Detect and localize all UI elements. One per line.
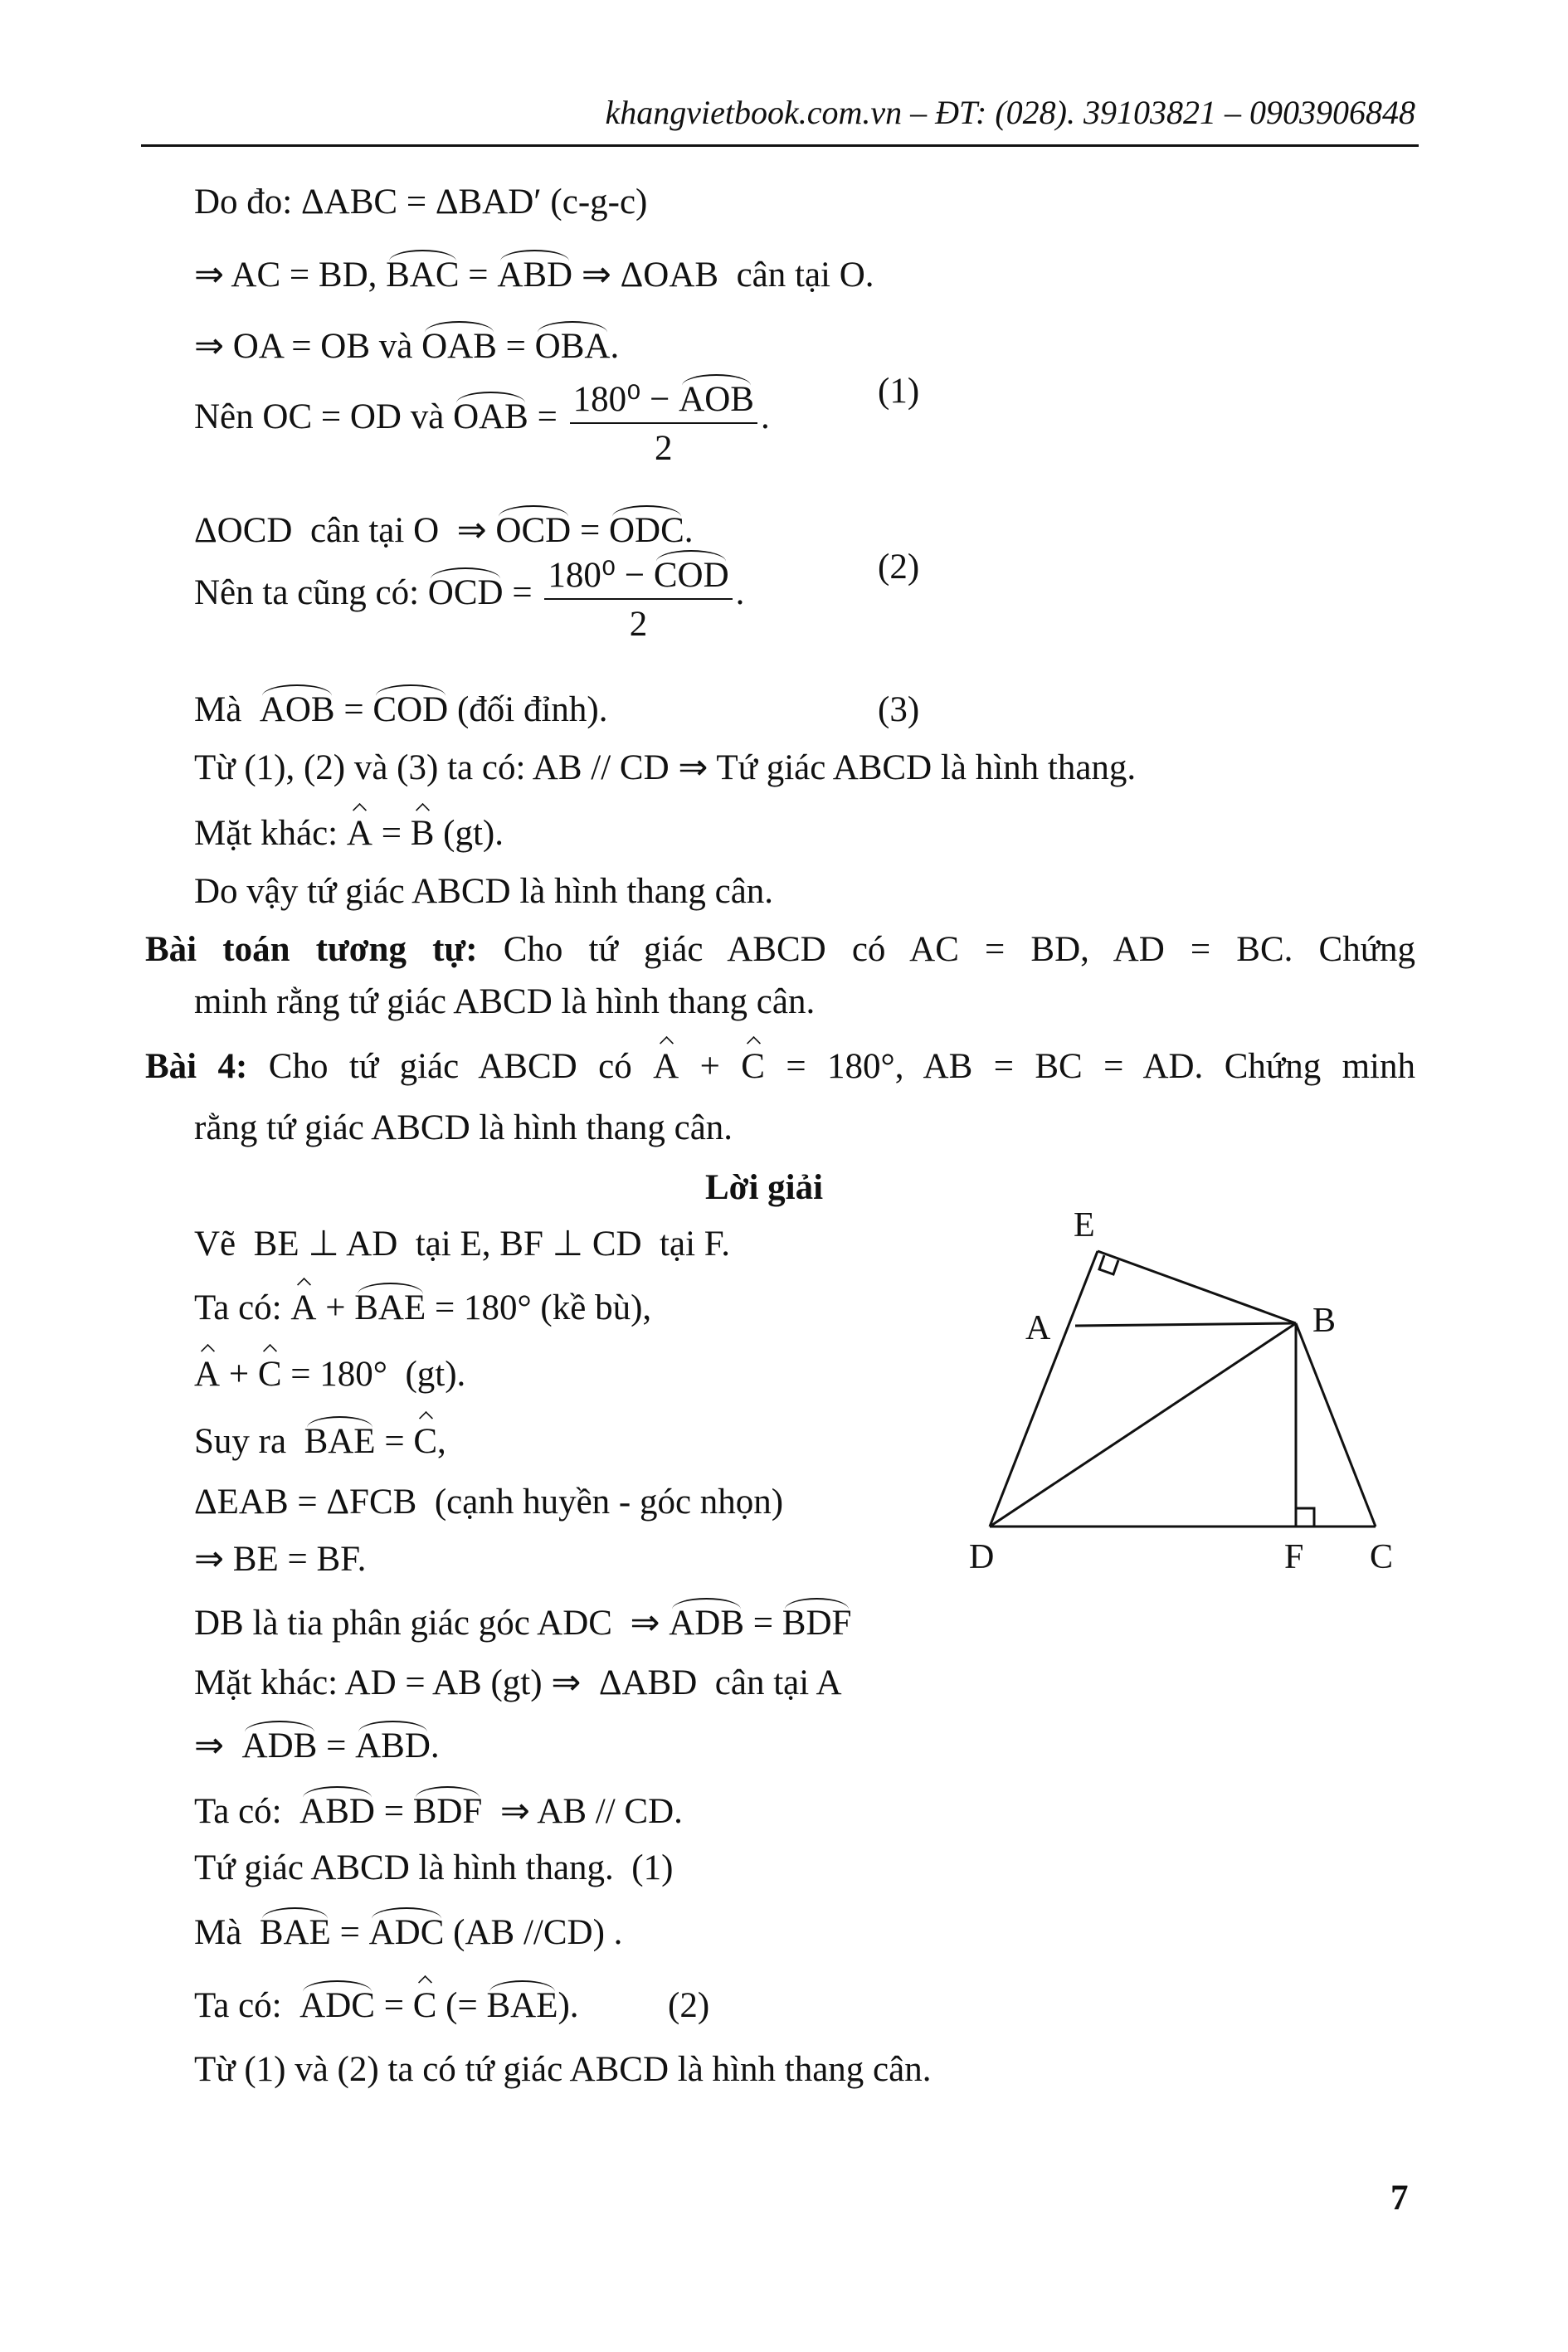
- angle-arc: AOB: [259, 690, 335, 729]
- angle-hat: A: [290, 1288, 317, 1327]
- angle-arc: COD: [653, 556, 729, 595]
- page-header: khangvietbook.com.vn – ĐT: (028). 39103821 – 0903906848: [605, 94, 1415, 131]
- text-run: =: [459, 256, 498, 295]
- text-run: Từ (1) và (2) ta có tứ giác ABCD là hình thang cân.: [194, 2050, 932, 2089]
- text-run: Do vậy tứ giác ABCD là hình thang cân.: [194, 872, 774, 911]
- text-run: =: [744, 1604, 782, 1643]
- segment-BD: [990, 1323, 1296, 1527]
- page-number: 7: [1390, 2179, 1409, 2218]
- text-run: =: [374, 1792, 413, 1831]
- angle-hat: B: [410, 814, 435, 853]
- text-run: ,: [437, 1422, 446, 1461]
- text-run: (=: [436, 1986, 487, 2025]
- label-B: B: [1312, 1302, 1337, 1340]
- text-run: +: [699, 1047, 742, 1086]
- segment-BC: [1296, 1323, 1376, 1527]
- angle-arc: BAC: [386, 256, 460, 295]
- angle-arc: COD: [373, 690, 449, 729]
- text-run: .: [684, 511, 694, 550]
- text-run: =: [317, 1726, 356, 1765]
- text-run: Suy ra: [194, 1422, 304, 1461]
- text-run: Cho tứ giác ABCD có: [268, 1047, 654, 1086]
- text-run: =: [330, 1913, 369, 1952]
- fraction-denominator: 2: [655, 429, 673, 468]
- text-run: = 180° (gt).: [281, 1355, 466, 1394]
- text-run: 180⁰ −: [572, 380, 679, 419]
- text-run: ⇒ AB // CD.: [482, 1792, 683, 1831]
- angle-arc: ADB: [241, 1726, 318, 1765]
- text-run: Nên ta cũng có:: [194, 572, 428, 612]
- text-run: (gt).: [434, 814, 504, 853]
- angle-arc: BDF: [782, 1604, 852, 1643]
- text-run: Nên OC = OD và: [194, 397, 454, 436]
- label-A: A: [1025, 1309, 1051, 1347]
- text-run: ΔOCD cân tại O ⇒: [194, 511, 496, 550]
- equation-tag: (1): [878, 372, 920, 411]
- text-run: (đối đỉnh).: [448, 690, 608, 729]
- text-run: =: [375, 1422, 414, 1461]
- text-run: Do đo: ΔABC = ΔBAD′ (c-g-c): [194, 183, 648, 222]
- text-run: rằng tứ giác ABCD là hình thang cân.: [194, 1108, 733, 1147]
- text-run: ⇒ OA = OB và: [194, 327, 422, 366]
- text-run: .: [735, 572, 745, 612]
- text-run: =: [374, 1986, 413, 2025]
- angle-hat: C: [741, 1047, 765, 1086]
- text-run: ΔEAB = ΔFCB (cạnh huyền - góc nhọn): [194, 1483, 784, 1522]
- text-run: DB là tia phân giác góc ADC ⇒: [194, 1604, 670, 1643]
- equation-tag: (3): [878, 690, 920, 729]
- angle-hat: A: [346, 814, 373, 853]
- angle-arc: OAB: [421, 327, 497, 366]
- text-run: Ta có:: [194, 1986, 300, 2025]
- angle-arc: OCD: [495, 511, 572, 550]
- text-run: ⇒ ΔOAB cân tại O.: [572, 256, 874, 295]
- text-run: 180⁰ −: [548, 556, 654, 595]
- text-run: Mà: [194, 1913, 260, 1952]
- text-run: =: [372, 814, 411, 853]
- label-D: D: [969, 1538, 995, 1576]
- angle-arc: ABD: [299, 1792, 375, 1831]
- right-angle-mark-F: [1296, 1508, 1314, 1527]
- angle-arc: ABD: [497, 256, 573, 295]
- text-run: ). (2): [558, 1986, 710, 2025]
- text-run: ⇒: [194, 1726, 242, 1765]
- angle-arc: ODC: [608, 511, 684, 550]
- angle-hat: C: [413, 1422, 438, 1461]
- angle-arc: ADB: [669, 1604, 745, 1643]
- text-run: Mặt khác: AD = AB (gt) ⇒ ΔABD cân tại A: [194, 1663, 842, 1702]
- segment-EB: [1098, 1251, 1296, 1323]
- text-run: ⇒ AC = BD,: [194, 256, 387, 295]
- segment-ED: [990, 1251, 1098, 1527]
- text-run: =: [503, 572, 542, 612]
- text-run: Mà: [194, 690, 260, 729]
- text-run: =: [334, 690, 373, 729]
- angle-arc: ADC: [368, 1913, 445, 1952]
- text-run: =: [496, 327, 535, 366]
- angle-arc: BAE: [354, 1288, 426, 1327]
- angle-hat: C: [257, 1355, 282, 1394]
- text-run: Ta có:: [194, 1288, 291, 1327]
- text-run: Cho tứ giác ABCD có AC = BD, AD = BC. Chứng: [503, 930, 1416, 969]
- text-run: minh rằng tứ giác ABCD là hình thang cân.: [194, 982, 816, 1021]
- angle-hat: A: [653, 1047, 679, 1086]
- angle-hat: C: [412, 1986, 437, 2025]
- text-run: =: [571, 511, 609, 550]
- segment-AB: [1075, 1323, 1296, 1326]
- angle-arc: OBA: [534, 327, 611, 366]
- text-run: +: [316, 1288, 355, 1327]
- text-run: Từ (1), (2) và (3) ta có: AB // CD ⇒ Tứ giác ABCD là hình thang.: [194, 748, 1137, 787]
- angle-arc: BDF: [412, 1792, 483, 1831]
- bold-heading: Lời giải: [705, 1168, 824, 1207]
- text-run: Ta có:: [194, 1792, 300, 1831]
- angle-arc: OAB: [453, 397, 528, 436]
- equation-tag: (2): [878, 548, 920, 587]
- angle-arc: AOB: [679, 380, 754, 419]
- label-F: F: [1284, 1538, 1304, 1576]
- bold-heading: Bài toán tương tự:: [145, 930, 478, 969]
- angle-arc: ABD: [355, 1726, 431, 1765]
- angle-arc: BAE: [486, 1986, 558, 2025]
- text-run: Tứ giác ABCD là hình thang. (1): [194, 1848, 674, 1887]
- text-run: = 180°, AB = BC = AD. Chứng minh: [786, 1047, 1416, 1086]
- angle-arc: BAE: [259, 1913, 331, 1952]
- text-run: .: [760, 397, 770, 436]
- angle-arc: OCD: [427, 572, 504, 612]
- angle-arc: ADC: [299, 1986, 375, 2025]
- text-run: .: [430, 1726, 440, 1765]
- text-run: ⇒ BE = BF.: [194, 1540, 367, 1579]
- label-E: E: [1074, 1206, 1095, 1244]
- angle-arc: BAE: [304, 1422, 376, 1461]
- text-run: +: [220, 1355, 258, 1394]
- text-run: = 180° (kề bù),: [426, 1288, 652, 1327]
- text-run: (AB //CD) .: [444, 1913, 623, 1952]
- text-run: Mặt khác:: [194, 814, 347, 853]
- fraction-denominator: 2: [629, 605, 648, 644]
- label-C: C: [1370, 1538, 1394, 1576]
- bold-heading: Bài 4:: [145, 1047, 248, 1086]
- angle-hat: A: [194, 1355, 221, 1394]
- text-run: =: [528, 397, 567, 436]
- text-run: Vẽ BE ⊥ AD tại E, BF ⊥ CD tại F.: [194, 1225, 731, 1264]
- text-run: .: [610, 327, 620, 366]
